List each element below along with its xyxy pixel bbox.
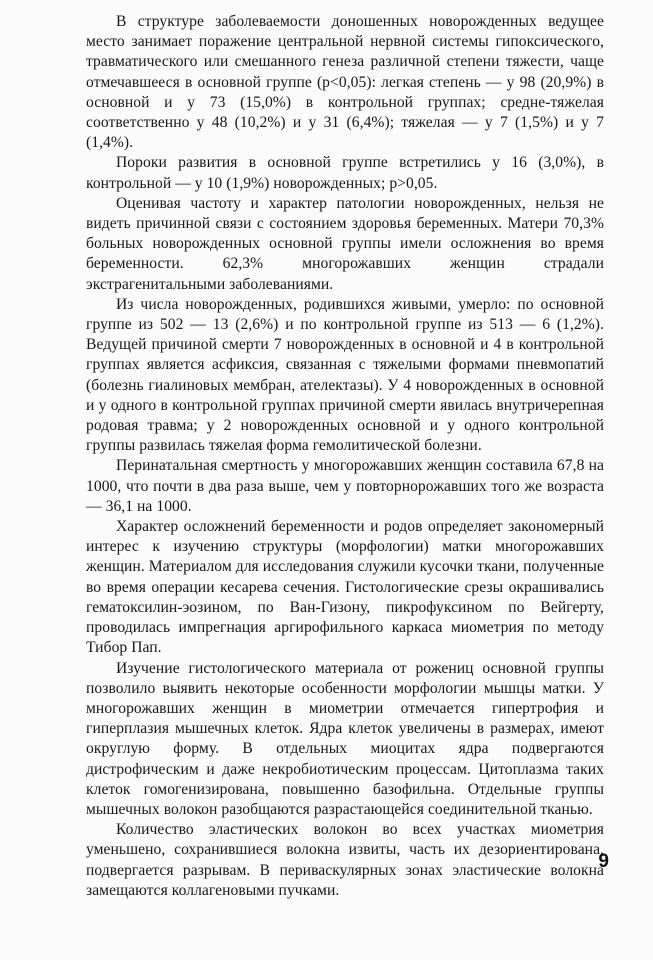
body-text	[86, 12, 604, 901]
paragraph-8: Количество эластических волокон во всех участках миометрия уменьшено, сохранившиеся волокна извиты, часть их дезориентирована, подвергается разрывам. В периваскулярных зонах эластические волокна замещаются коллагеновыми пучками.	[86, 821, 604, 899]
paragraph-6: Характер осложнений беременности и родов определяет закономерный интерес к изучению структуры (морфологии) матки многорожавших женщин. Материалом для исследования служили кусочки ткани, полученные во время операции кесарева сечения. Гистологические срезы окрашивались гематоксилин-эозином, по Ван-Гизону, пикрофуксином по Вейгерту, проводилась импрегнация аргирофильного каркаса миометрия по методу Тибор Пап.	[86, 518, 604, 657]
page-number: 9	[598, 851, 609, 872]
paragraph-7: Изучение гистологического материала от рожениц основной группы позволило выявить некоторые особенности морфологии мышцы матки. У многорожавших женщин в миометрии отмечается гипертрофия и гиперплазия мышечных клеток. Ядра клеток увеличены в размерах, имеют округлую форму. В отдельных миоцитах ядра подвергаются дистрофическим и даже некробиотическим процессам. Цитоплазма таких клеток гомогенизирована, повышенно базофильна. Отдельные группы мышечных волокон разобщаются разрастающейся соединительной тканью.	[86, 659, 604, 818]
paragraph-1: В структуре заболеваемости доношенных новорожденных ведущее место занимает поражение центральной нервной системы гипоксического, травматического или смешанного генеза различной степени тяжести, чаще отмечавшееся в основной группе (p<0,05): легкая степень — у 98 (20,9%) в основной и у 73 (15,0%) в контрольной группах; средне-тяжелая соответственно у 48 (10,2%) и у 31 (6,4%); тяжелая — у 7 (1,5%) и у 7 (1,4%).	[86, 13, 604, 152]
paragraph-2: Пороки развития в основной группе встретились у 16 (3,0%), в контрольной — у 10 (1,9%) новорожденных; p>0,05.	[86, 154, 604, 192]
paragraph-3: Оценивая частоту и характер патологии новорожденных, нельзя не видеть причинной связи с состоянием здоровья беременных. Матери 70,3% больных новорожденных основной группы имели осложнения во время беременности. 62,3% многорожавших женщин страдали экстрагенитальными заболеваниями.	[86, 194, 604, 293]
paragraph-4: Из числа новорожденных, родившихся живыми, умерло: по основной группе из 502 — 13 (2,6%) и по контрольной группе из 513 — 6 (1,2%). Ведущей причиной смерти 7 новорожденных в основной и 4 в контрольной группах является асфиксия, связанная с тяжелыми формами пневмопатий (болезнь гиалиновых мембран, ателектазы). У 4 новорожденных в основной и у одного в контрольной группах причиной смерти явилась внутричерепная родовая травма; у 2 новорожденных основной и у одного контрольной группы развилась тяжелая форма гемолитической болезни.	[86, 295, 604, 455]
paragraph-5: Перинатальная смертность у многорожавших женщин составила 67,8 на 1000, что почти в два раза выше, чем у повторнорожавших того же возраста — 36,1 на 1000.	[86, 457, 604, 515]
